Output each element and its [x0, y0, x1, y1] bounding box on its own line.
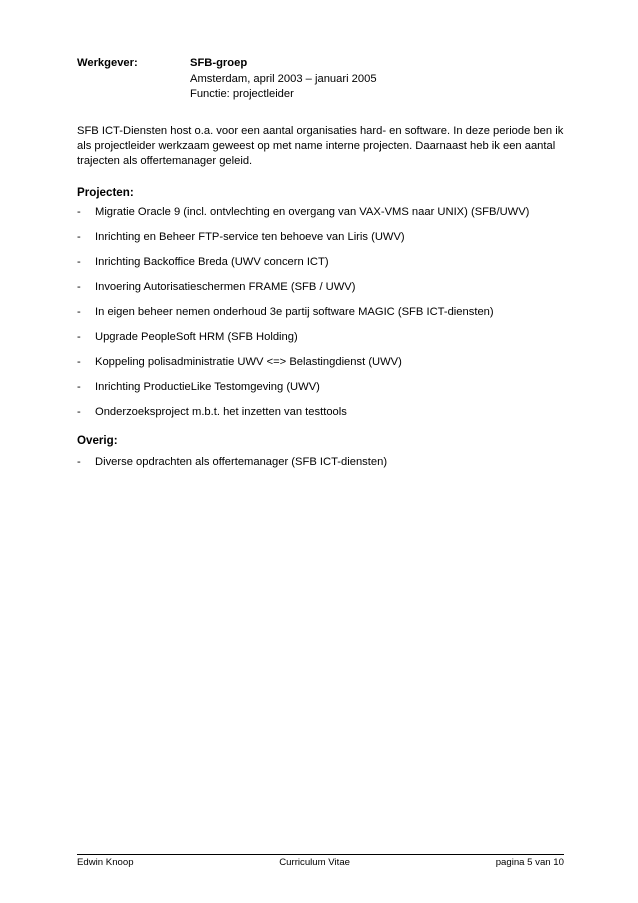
footer-page-number: pagina 5 van 10	[495, 857, 564, 868]
list-item	[77, 455, 567, 480]
project-item-text: Invoering Autorisatieschermen FRAME (SFB / UWV)	[95, 281, 356, 293]
employer-label: Werkgever:	[77, 57, 138, 69]
employer-period: Amsterdam, april 2003 – januari 2005	[190, 72, 377, 85]
bullet-marker: -	[77, 356, 81, 368]
bullet-marker: -	[77, 306, 81, 318]
list-item	[77, 230, 567, 255]
project-item-text: Inrichting ProductieLike Testomgeving (UWV)	[95, 381, 320, 393]
employer-role: Functie: projectleider	[190, 88, 294, 100]
project-item-text: Onderzoeksproject m.b.t. het inzetten van testtools	[95, 406, 347, 418]
list-item	[77, 305, 567, 330]
list-item	[77, 405, 567, 430]
list-item	[77, 380, 567, 405]
bullet-marker: -	[77, 281, 81, 293]
employer-row	[77, 56, 567, 103]
other-heading: Overig:	[77, 434, 118, 447]
intro-paragraph: SFB ICT-Diensten host o.a. voor een aantal organisaties hard- en software. In deze periode ben ik als projectleider werkzaam geweest op met name interne projecten. Daarnaast heb ik een aantal trajecten als offertemanager geleid.	[77, 125, 564, 168]
project-item-text: Upgrade PeopleSoft HRM (SFB Holding)	[95, 331, 298, 343]
bullet-marker: -	[77, 331, 81, 343]
projects-list	[77, 205, 567, 430]
project-item-text: Inrichting en Beheer FTP-service ten behoeve van Liris (UWV)	[95, 231, 405, 243]
project-item-text: In eigen beheer nemen onderhoud 3e partij software MAGIC (SFB ICT-diensten)	[95, 306, 494, 318]
list-item	[77, 255, 567, 280]
projects-heading: Projecten:	[77, 186, 134, 199]
bullet-marker: -	[77, 381, 81, 393]
footer-document-title: Curriculum Vitae	[279, 857, 350, 868]
employer-name: SFB-groep	[190, 57, 248, 69]
bullet-marker: -	[77, 406, 81, 418]
project-item-text: Koppeling polisadministratie UWV <=> Belastingdienst (UWV)	[95, 356, 402, 368]
page-footer	[77, 857, 564, 869]
list-item	[77, 205, 567, 230]
other-item-text: Diverse opdrachten als offertemanager (SFB ICT-diensten)	[95, 456, 388, 468]
bullet-marker: -	[77, 231, 81, 243]
project-item-text: Inrichting Backoffice Breda (UWV concern ICT)	[95, 256, 329, 268]
bullet-marker: -	[77, 256, 81, 268]
footer-author: Edwin Knoop	[77, 857, 134, 868]
footer-divider	[77, 854, 564, 855]
bullet-marker: -	[77, 456, 81, 468]
list-item	[77, 355, 567, 380]
list-item	[77, 330, 567, 355]
project-item-text: Migratie Oracle 9 (incl. ontvlechting en overgang van VAX-VMS naar UNIX) (SFB/UWV)	[95, 206, 530, 218]
bullet-marker: -	[77, 206, 81, 218]
other-list	[77, 455, 567, 480]
employer-details	[190, 56, 377, 103]
employer-block	[77, 56, 567, 103]
list-item	[77, 280, 567, 305]
